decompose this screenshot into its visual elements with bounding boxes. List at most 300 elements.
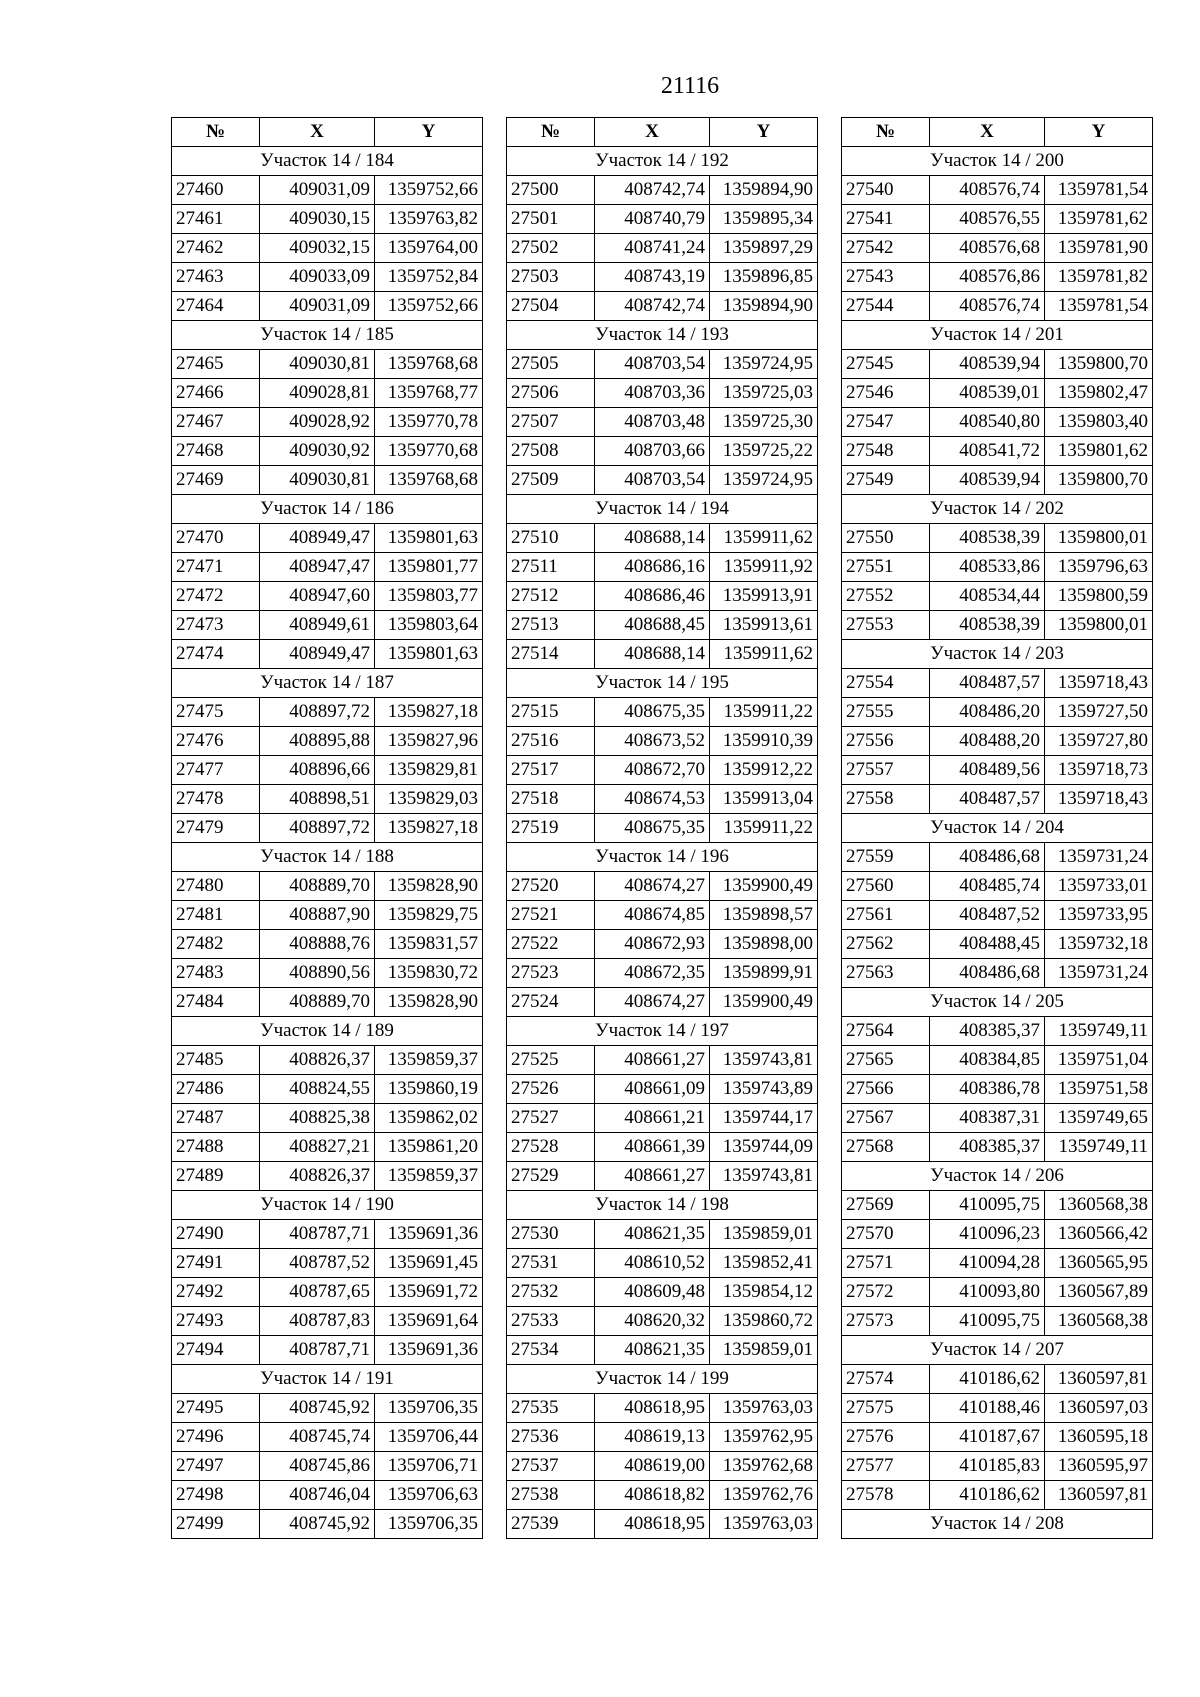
section-row xyxy=(507,495,818,524)
x-coordinate: 408949,47 xyxy=(260,524,375,553)
y-coordinate: 1359691,45 xyxy=(375,1249,483,1278)
point-number: 27554 xyxy=(842,669,930,698)
section-label: Участок 14 / 197 xyxy=(507,1017,818,1046)
y-coordinate: 1359796,63 xyxy=(1045,553,1153,582)
point-number: 27520 xyxy=(507,872,595,901)
x-coordinate: 408621,35 xyxy=(595,1336,710,1365)
y-coordinate: 1359749,11 xyxy=(1045,1133,1153,1162)
table-row xyxy=(842,1278,1153,1307)
y-coordinate: 1359706,44 xyxy=(375,1423,483,1452)
table-row xyxy=(172,350,483,379)
y-coordinate: 1359911,22 xyxy=(710,698,818,727)
point-number: 27523 xyxy=(507,959,595,988)
point-number: 27551 xyxy=(842,553,930,582)
table-row xyxy=(842,379,1153,408)
table-row xyxy=(172,756,483,785)
point-number: 27488 xyxy=(172,1133,260,1162)
section-row xyxy=(172,147,483,176)
point-number: 27484 xyxy=(172,988,260,1017)
point-number: 27542 xyxy=(842,234,930,263)
y-coordinate: 1359762,76 xyxy=(710,1481,818,1510)
table-row xyxy=(172,1162,483,1191)
y-coordinate: 1359731,24 xyxy=(1045,843,1153,872)
section-row xyxy=(507,669,818,698)
x-coordinate: 409028,92 xyxy=(260,408,375,437)
y-coordinate: 1360566,42 xyxy=(1045,1220,1153,1249)
point-number: 27462 xyxy=(172,234,260,263)
point-number: 27501 xyxy=(507,205,595,234)
table-row xyxy=(507,1133,818,1162)
y-coordinate: 1359727,50 xyxy=(1045,698,1153,727)
point-number: 27502 xyxy=(507,234,595,263)
table-row xyxy=(842,1017,1153,1046)
x-coordinate: 408895,88 xyxy=(260,727,375,756)
x-coordinate: 410187,67 xyxy=(930,1423,1045,1452)
y-coordinate: 1359803,77 xyxy=(375,582,483,611)
y-coordinate: 1359800,70 xyxy=(1045,350,1153,379)
table-row xyxy=(842,872,1153,901)
section-row xyxy=(172,1017,483,1046)
table-row xyxy=(842,292,1153,321)
coordinates-table-2 xyxy=(506,117,818,1539)
point-number: 27473 xyxy=(172,611,260,640)
point-number: 27469 xyxy=(172,466,260,495)
y-coordinate: 1359831,57 xyxy=(375,930,483,959)
table-row xyxy=(172,1510,483,1539)
x-coordinate: 408618,82 xyxy=(595,1481,710,1510)
point-number: 27561 xyxy=(842,901,930,930)
table-row xyxy=(172,1481,483,1510)
y-coordinate: 1359894,90 xyxy=(710,176,818,205)
y-coordinate: 1359768,68 xyxy=(375,350,483,379)
point-number: 27467 xyxy=(172,408,260,437)
y-coordinate: 1359725,03 xyxy=(710,379,818,408)
y-coordinate: 1359801,63 xyxy=(375,640,483,669)
point-number: 27474 xyxy=(172,640,260,669)
point-number: 27535 xyxy=(507,1394,595,1423)
point-number: 27510 xyxy=(507,524,595,553)
point-number: 27553 xyxy=(842,611,930,640)
table-row xyxy=(172,814,483,843)
table-row xyxy=(842,698,1153,727)
table-row xyxy=(172,1452,483,1481)
point-number: 27567 xyxy=(842,1104,930,1133)
x-coordinate: 408826,37 xyxy=(260,1162,375,1191)
x-coordinate: 408746,04 xyxy=(260,1481,375,1510)
x-coordinate: 408661,27 xyxy=(595,1162,710,1191)
x-coordinate: 408787,71 xyxy=(260,1336,375,1365)
section-label: Участок 14 / 184 xyxy=(172,147,483,176)
x-coordinate: 409030,81 xyxy=(260,466,375,495)
point-number: 27495 xyxy=(172,1394,260,1423)
point-number: 27556 xyxy=(842,727,930,756)
table-row xyxy=(507,292,818,321)
table-row xyxy=(172,930,483,959)
table-row xyxy=(507,1046,818,1075)
table-row xyxy=(172,611,483,640)
point-number: 27489 xyxy=(172,1162,260,1191)
table-row xyxy=(507,263,818,292)
section-row xyxy=(507,1191,818,1220)
point-number: 27507 xyxy=(507,408,595,437)
point-number: 27530 xyxy=(507,1220,595,1249)
point-number: 27483 xyxy=(172,959,260,988)
point-number: 27543 xyxy=(842,263,930,292)
x-coordinate: 408673,52 xyxy=(595,727,710,756)
y-coordinate: 1359749,11 xyxy=(1045,1017,1153,1046)
point-number: 27557 xyxy=(842,756,930,785)
point-number: 27491 xyxy=(172,1249,260,1278)
y-coordinate: 1359910,39 xyxy=(710,727,818,756)
section-row xyxy=(842,1162,1153,1191)
x-coordinate: 408619,13 xyxy=(595,1423,710,1452)
x-coordinate: 408888,76 xyxy=(260,930,375,959)
y-coordinate: 1359800,70 xyxy=(1045,466,1153,495)
y-coordinate: 1359752,66 xyxy=(375,176,483,205)
point-number: 27518 xyxy=(507,785,595,814)
x-coordinate: 408487,57 xyxy=(930,669,1045,698)
table-row xyxy=(172,727,483,756)
point-number: 27547 xyxy=(842,408,930,437)
point-number: 27479 xyxy=(172,814,260,843)
header-number: № xyxy=(172,118,260,147)
header-y: Y xyxy=(710,118,818,147)
y-coordinate: 1359828,90 xyxy=(375,988,483,1017)
table-row xyxy=(507,785,818,814)
point-number: 27560 xyxy=(842,872,930,901)
point-number: 27500 xyxy=(507,176,595,205)
table-row xyxy=(842,263,1153,292)
section-row xyxy=(172,843,483,872)
x-coordinate: 408688,14 xyxy=(595,524,710,553)
y-coordinate: 1359859,01 xyxy=(710,1220,818,1249)
table-row xyxy=(172,379,483,408)
table-row xyxy=(507,640,818,669)
y-coordinate: 1359743,89 xyxy=(710,1075,818,1104)
point-number: 27550 xyxy=(842,524,930,553)
y-coordinate: 1359763,82 xyxy=(375,205,483,234)
point-number: 27558 xyxy=(842,785,930,814)
table-row xyxy=(507,1278,818,1307)
x-coordinate: 410094,28 xyxy=(930,1249,1045,1278)
x-coordinate: 408541,72 xyxy=(930,437,1045,466)
x-coordinate: 408787,65 xyxy=(260,1278,375,1307)
table-row xyxy=(842,1481,1153,1510)
table-row xyxy=(172,582,483,611)
table-header-row xyxy=(842,118,1153,147)
section-label: Участок 14 / 206 xyxy=(842,1162,1153,1191)
y-coordinate: 1359751,04 xyxy=(1045,1046,1153,1075)
table-row xyxy=(172,1278,483,1307)
section-label: Участок 14 / 203 xyxy=(842,640,1153,669)
table-row xyxy=(507,1394,818,1423)
point-number: 27463 xyxy=(172,263,260,292)
table-row xyxy=(507,727,818,756)
y-coordinate: 1359763,03 xyxy=(710,1510,818,1539)
point-number: 27480 xyxy=(172,872,260,901)
y-coordinate: 1359706,71 xyxy=(375,1452,483,1481)
y-coordinate: 1359800,01 xyxy=(1045,524,1153,553)
point-number: 27555 xyxy=(842,698,930,727)
x-coordinate: 408672,93 xyxy=(595,930,710,959)
table-row xyxy=(172,1104,483,1133)
point-number: 27562 xyxy=(842,930,930,959)
y-coordinate: 1359732,18 xyxy=(1045,930,1153,959)
x-coordinate: 408741,24 xyxy=(595,234,710,263)
section-row xyxy=(842,1336,1153,1365)
x-coordinate: 408949,47 xyxy=(260,640,375,669)
section-label: Участок 14 / 198 xyxy=(507,1191,818,1220)
point-number: 27475 xyxy=(172,698,260,727)
x-coordinate: 408703,54 xyxy=(595,466,710,495)
section-label: Участок 14 / 189 xyxy=(172,1017,483,1046)
table-row xyxy=(172,1220,483,1249)
y-coordinate: 1359828,90 xyxy=(375,872,483,901)
y-coordinate: 1359827,18 xyxy=(375,698,483,727)
x-coordinate: 408896,66 xyxy=(260,756,375,785)
point-number: 27538 xyxy=(507,1481,595,1510)
header-y: Y xyxy=(1045,118,1153,147)
table-row xyxy=(507,1336,818,1365)
point-number: 27490 xyxy=(172,1220,260,1249)
y-coordinate: 1359801,77 xyxy=(375,553,483,582)
table-row xyxy=(507,553,818,582)
coordinates-table-3 xyxy=(841,117,1153,1539)
table-row xyxy=(507,611,818,640)
table-row xyxy=(172,205,483,234)
table-row xyxy=(172,640,483,669)
x-coordinate: 408618,95 xyxy=(595,1510,710,1539)
point-number: 27472 xyxy=(172,582,260,611)
x-coordinate: 408620,32 xyxy=(595,1307,710,1336)
point-number: 27512 xyxy=(507,582,595,611)
x-coordinate: 408609,48 xyxy=(595,1278,710,1307)
x-coordinate: 408386,78 xyxy=(930,1075,1045,1104)
x-coordinate: 408538,39 xyxy=(930,524,1045,553)
x-coordinate: 408703,48 xyxy=(595,408,710,437)
y-coordinate: 1359859,37 xyxy=(375,1162,483,1191)
y-coordinate: 1359895,34 xyxy=(710,205,818,234)
x-coordinate: 408488,20 xyxy=(930,727,1045,756)
point-number: 27486 xyxy=(172,1075,260,1104)
x-coordinate: 408486,68 xyxy=(930,959,1045,988)
point-number: 27465 xyxy=(172,350,260,379)
section-row xyxy=(172,321,483,350)
y-coordinate: 1359764,00 xyxy=(375,234,483,263)
y-coordinate: 1359743,81 xyxy=(710,1162,818,1191)
y-coordinate: 1359733,01 xyxy=(1045,872,1153,901)
table-row xyxy=(842,176,1153,205)
y-coordinate: 1359912,22 xyxy=(710,756,818,785)
x-coordinate: 408539,01 xyxy=(930,379,1045,408)
y-coordinate: 1359743,81 xyxy=(710,1046,818,1075)
point-number: 27471 xyxy=(172,553,260,582)
y-coordinate: 1359725,30 xyxy=(710,408,818,437)
y-coordinate: 1359859,37 xyxy=(375,1046,483,1075)
point-number: 27470 xyxy=(172,524,260,553)
y-coordinate: 1359913,61 xyxy=(710,611,818,640)
section-row xyxy=(842,640,1153,669)
point-number: 27521 xyxy=(507,901,595,930)
y-coordinate: 1359911,92 xyxy=(710,553,818,582)
point-number: 27539 xyxy=(507,1510,595,1539)
x-coordinate: 408889,70 xyxy=(260,872,375,901)
y-coordinate: 1359802,47 xyxy=(1045,379,1153,408)
point-number: 27532 xyxy=(507,1278,595,1307)
y-coordinate: 1359768,68 xyxy=(375,466,483,495)
x-coordinate: 408661,39 xyxy=(595,1133,710,1162)
header-y: Y xyxy=(375,118,483,147)
x-coordinate: 408897,72 xyxy=(260,814,375,843)
x-coordinate: 408538,39 xyxy=(930,611,1045,640)
y-coordinate: 1359768,77 xyxy=(375,379,483,408)
header-number: № xyxy=(507,118,595,147)
x-coordinate: 408745,74 xyxy=(260,1423,375,1452)
table-row xyxy=(507,930,818,959)
table-row xyxy=(172,959,483,988)
x-coordinate: 408787,83 xyxy=(260,1307,375,1336)
point-number: 27576 xyxy=(842,1423,930,1452)
point-number: 27574 xyxy=(842,1365,930,1394)
x-coordinate: 408824,55 xyxy=(260,1075,375,1104)
point-number: 27511 xyxy=(507,553,595,582)
y-coordinate: 1359897,29 xyxy=(710,234,818,263)
x-coordinate: 408703,66 xyxy=(595,437,710,466)
x-coordinate: 408745,92 xyxy=(260,1394,375,1423)
table-row xyxy=(507,176,818,205)
y-coordinate: 1360567,89 xyxy=(1045,1278,1153,1307)
section-label: Участок 14 / 205 xyxy=(842,988,1153,1017)
y-coordinate: 1359752,66 xyxy=(375,292,483,321)
x-coordinate: 408703,54 xyxy=(595,350,710,379)
section-label: Участок 14 / 185 xyxy=(172,321,483,350)
table-row xyxy=(842,524,1153,553)
table-row xyxy=(507,872,818,901)
y-coordinate: 1359731,24 xyxy=(1045,959,1153,988)
x-coordinate: 409031,09 xyxy=(260,176,375,205)
table-row xyxy=(172,408,483,437)
point-number: 27531 xyxy=(507,1249,595,1278)
point-number: 27508 xyxy=(507,437,595,466)
point-number: 27537 xyxy=(507,1452,595,1481)
table-row xyxy=(507,756,818,785)
x-coordinate: 408703,36 xyxy=(595,379,710,408)
y-coordinate: 1359691,64 xyxy=(375,1307,483,1336)
table-row xyxy=(507,379,818,408)
y-coordinate: 1359800,59 xyxy=(1045,582,1153,611)
section-label: Участок 14 / 193 xyxy=(507,321,818,350)
x-coordinate: 408897,72 xyxy=(260,698,375,727)
x-coordinate: 408384,85 xyxy=(930,1046,1045,1075)
section-label: Участок 14 / 208 xyxy=(842,1510,1153,1539)
x-coordinate: 408610,52 xyxy=(595,1249,710,1278)
y-coordinate: 1359827,96 xyxy=(375,727,483,756)
table-row xyxy=(842,582,1153,611)
y-coordinate: 1359913,04 xyxy=(710,785,818,814)
y-coordinate: 1359859,01 xyxy=(710,1336,818,1365)
x-coordinate: 408740,79 xyxy=(595,205,710,234)
x-coordinate: 408949,61 xyxy=(260,611,375,640)
x-coordinate: 408947,60 xyxy=(260,582,375,611)
point-number: 27485 xyxy=(172,1046,260,1075)
table-row xyxy=(507,582,818,611)
y-coordinate: 1359691,36 xyxy=(375,1336,483,1365)
y-coordinate: 1359894,90 xyxy=(710,292,818,321)
section-label: Участок 14 / 192 xyxy=(507,147,818,176)
x-coordinate: 408661,27 xyxy=(595,1046,710,1075)
table-row xyxy=(842,901,1153,930)
table-row xyxy=(842,1307,1153,1336)
x-coordinate: 408827,21 xyxy=(260,1133,375,1162)
y-coordinate: 1359911,22 xyxy=(710,814,818,843)
section-row xyxy=(842,321,1153,350)
y-coordinate: 1359733,95 xyxy=(1045,901,1153,930)
table-row xyxy=(842,1046,1153,1075)
x-coordinate: 408743,19 xyxy=(595,263,710,292)
y-coordinate: 1359724,95 xyxy=(710,466,818,495)
table-row xyxy=(172,1133,483,1162)
point-number: 27505 xyxy=(507,350,595,379)
point-number: 27497 xyxy=(172,1452,260,1481)
y-coordinate: 1359781,54 xyxy=(1045,176,1153,205)
table-row xyxy=(507,1220,818,1249)
table-row xyxy=(507,1249,818,1278)
table-row xyxy=(507,1481,818,1510)
x-coordinate: 408489,56 xyxy=(930,756,1045,785)
point-number: 27540 xyxy=(842,176,930,205)
table-row xyxy=(172,263,483,292)
y-coordinate: 1360597,81 xyxy=(1045,1365,1153,1394)
y-coordinate: 1360595,97 xyxy=(1045,1452,1153,1481)
table-header-row xyxy=(172,118,483,147)
point-number: 27563 xyxy=(842,959,930,988)
table-row xyxy=(842,1075,1153,1104)
y-coordinate: 1360568,38 xyxy=(1045,1191,1153,1220)
table-row xyxy=(842,1220,1153,1249)
y-coordinate: 1359801,62 xyxy=(1045,437,1153,466)
table-row xyxy=(507,988,818,1017)
y-coordinate: 1359913,91 xyxy=(710,582,818,611)
y-coordinate: 1359781,82 xyxy=(1045,263,1153,292)
y-coordinate: 1359691,72 xyxy=(375,1278,483,1307)
x-coordinate: 408745,92 xyxy=(260,1510,375,1539)
section-label: Участок 14 / 188 xyxy=(172,843,483,872)
y-coordinate: 1359725,22 xyxy=(710,437,818,466)
point-number: 27487 xyxy=(172,1104,260,1133)
y-coordinate: 1359751,58 xyxy=(1045,1075,1153,1104)
x-coordinate: 408675,35 xyxy=(595,698,710,727)
table-row xyxy=(507,437,818,466)
x-coordinate: 408889,70 xyxy=(260,988,375,1017)
x-coordinate: 408618,95 xyxy=(595,1394,710,1423)
table-row xyxy=(172,988,483,1017)
y-coordinate: 1359801,63 xyxy=(375,524,483,553)
point-number: 27514 xyxy=(507,640,595,669)
point-number: 27519 xyxy=(507,814,595,843)
x-coordinate: 408674,85 xyxy=(595,901,710,930)
point-number: 27544 xyxy=(842,292,930,321)
table-row xyxy=(842,611,1153,640)
point-number: 27516 xyxy=(507,727,595,756)
section-label: Участок 14 / 195 xyxy=(507,669,818,698)
y-coordinate: 1359744,09 xyxy=(710,1133,818,1162)
point-number: 27541 xyxy=(842,205,930,234)
table-row xyxy=(507,408,818,437)
y-coordinate: 1359854,12 xyxy=(710,1278,818,1307)
x-coordinate: 408487,57 xyxy=(930,785,1045,814)
y-coordinate: 1360565,95 xyxy=(1045,1249,1153,1278)
point-number: 27566 xyxy=(842,1075,930,1104)
